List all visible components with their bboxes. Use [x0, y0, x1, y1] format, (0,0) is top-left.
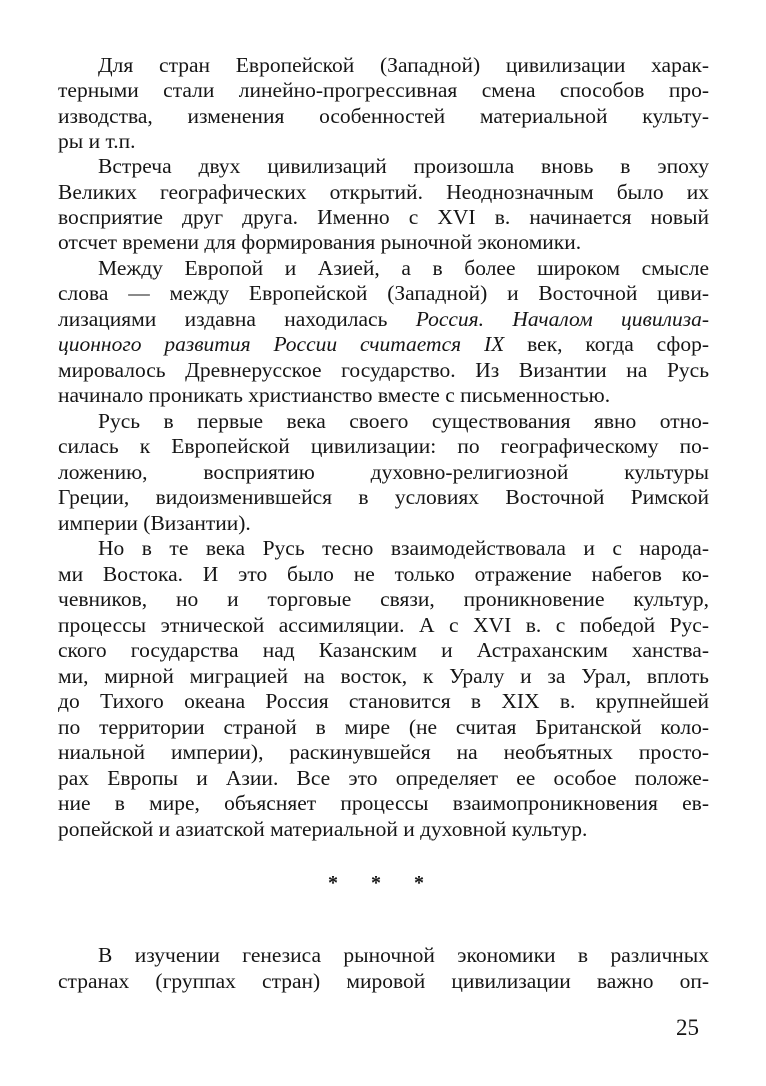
text-line: ложению, восприятию духовно-религиозной культуры: [58, 460, 709, 484]
text-line: слова — между Европейской (Западной) и Восточной циви-: [58, 281, 709, 305]
text-line: В изучении генезиса рыночной экономики в различных: [98, 943, 709, 967]
text-line: восприятие друг друга. Именно с XVI в. начинается новый: [58, 205, 709, 229]
text-line: терными стали линейно-прогрессивная смена способов про-: [58, 78, 709, 102]
text-line: Для стран Европейской (Западной) цивилизации харак-: [98, 53, 709, 77]
text-line: ниальной империи), раскинувшейся на необъятных просто-: [58, 740, 709, 764]
text-line: Встреча двух цивилизаций произошла вновь в эпоху: [98, 154, 709, 178]
italic-emphasis: ционного развития России считается IX: [58, 332, 528, 356]
text-line: Но в те века Русь тесно взаимодействовала и с народа-: [98, 536, 709, 560]
text-line: странах (группах стран) мировой цивилизации важно оп-: [58, 969, 709, 993]
text-line: отсчет времени для формирования рыночной экономики.: [58, 230, 582, 254]
section-separator: * * *: [328, 872, 438, 894]
text-line: силась к Европейской цивилизации: по географическому по-: [58, 434, 709, 458]
text-line: ры и т.п.: [58, 129, 136, 153]
text-line: мировалось Древнерусское государство. Из Византии на Русь: [58, 358, 709, 382]
text-line: Греции, видоизменившейся в условиях Восточной Римской: [58, 485, 709, 509]
plain-text: лизациями издавна находилась: [58, 307, 416, 331]
text-line: изводства, изменения особенностей материальной культу-: [58, 104, 709, 128]
text-line: рах Европы и Азии. Все это определяет ее особое положе-: [58, 766, 709, 790]
plain-text: век, когда сфор-: [527, 332, 710, 356]
text-line: [58, 331, 709, 357]
text-line: [58, 306, 709, 332]
text-line: процессы этнической ассимиляции. А с XVI в. с победой Рус-: [58, 613, 709, 637]
text-line: империи (Византии).: [58, 511, 251, 535]
text-line: по территории страной в мире (не считая Британской коло-: [58, 715, 709, 739]
text-line: ми, мирной миграцией на восток, к Уралу и за Урал, вплоть: [58, 664, 709, 688]
text-line: до Тихого океана Россия становится в XIX в. крупнейшей: [58, 689, 709, 713]
text-line: ми Востока. И это было не только отражение набегов ко-: [58, 562, 709, 586]
text-line: ропейской и азиатской материальной и духовной культур.: [58, 817, 588, 841]
text-line: Русь в первые века своего существования явно отно-: [98, 409, 709, 433]
text-line: начинало проникать христианство вместе с письменностью.: [58, 383, 611, 407]
page-number: 25: [676, 1015, 699, 1040]
text-line: ского государства над Казанским и Астраханским ханства-: [58, 638, 709, 662]
text-line: чевников, но и торговые связи, проникновение культур,: [58, 587, 709, 611]
text-line: ние в мире, объясняет процессы взаимопроникновения ев-: [58, 791, 709, 815]
text-line: Великих географических открытий. Неоднозначным было их: [58, 180, 709, 204]
text-line: Между Европой и Азией, а в более широком смысле: [98, 256, 709, 280]
italic-emphasis: Россия. Началом цивилиза-: [415, 307, 709, 331]
